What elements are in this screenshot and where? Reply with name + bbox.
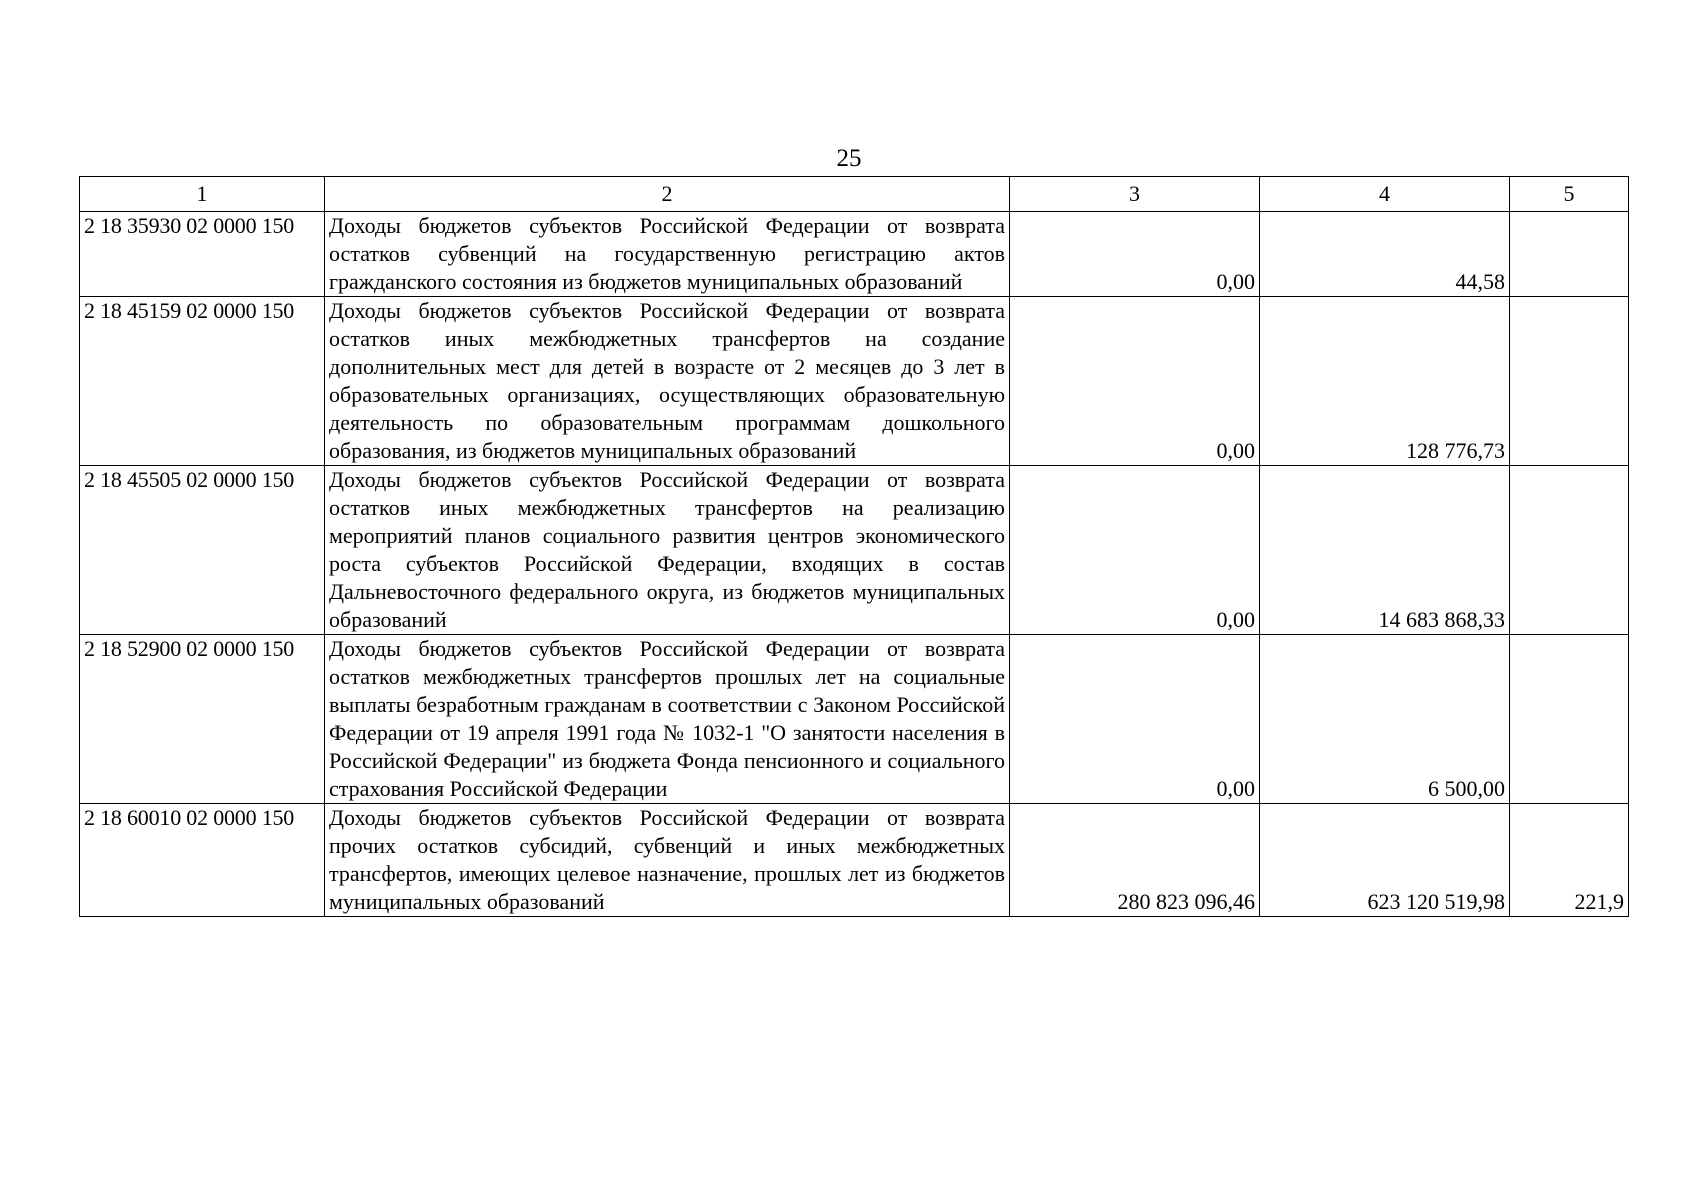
row-code: 2 18 45159 02 0000 150: [80, 297, 325, 466]
header-col-1: 1: [80, 177, 325, 212]
row-value-col4: 14 683 868,33: [1260, 466, 1510, 635]
row-value-col5: [1510, 466, 1629, 635]
row-description: Доходы бюджетов субъектов Российской Федерации от возврата остатков субвенций на государственную регистрацию актов гражданского состояния из бюджетов муниципальных образований: [325, 212, 1010, 297]
row-code: 2 18 52900 02 0000 150: [80, 635, 325, 804]
header-col-2: 2: [325, 177, 1010, 212]
row-code: 2 18 45505 02 0000 150: [80, 466, 325, 635]
table-row: [80, 635, 1629, 804]
row-description: Доходы бюджетов субъектов Российской Федерации от возврата прочих остатков субсидий, субвенций и иных межбюджетных трансфертов, имеющих целевое назначение, прошлых лет из бюджетов муниципальных образований: [325, 804, 1010, 917]
table-row: [80, 297, 1629, 466]
row-value-col5: [1510, 635, 1629, 804]
row-value-col4: 44,58: [1260, 212, 1510, 297]
table-row: [80, 212, 1629, 297]
row-value-col4: 623 120 519,98: [1260, 804, 1510, 917]
budget-table: [79, 176, 1629, 917]
row-value-col5: 221,9: [1510, 804, 1629, 917]
row-value-col4: 6 500,00: [1260, 635, 1510, 804]
row-code: 2 18 35930 02 0000 150: [80, 212, 325, 297]
row-value-col3: 0,00: [1010, 297, 1260, 466]
page-number: 25: [836, 145, 862, 172]
row-value-col3: 0,00: [1010, 466, 1260, 635]
row-description: Доходы бюджетов субъектов Российской Федерации от возврата остатков межбюджетных трансфертов прошлых лет на социальные выплаты безработным гражданам в соответствии с Законом Российской Федерации от 19 апреля 1991 года № 1032-1 "О занятости населения в Российской Федерации" из бюджета Фонда пенсионного и социального страхования Российской Федерации: [325, 635, 1010, 804]
header-col-3: 3: [1010, 177, 1260, 212]
header-col-4: 4: [1260, 177, 1510, 212]
row-value-col3: 280 823 096,46: [1010, 804, 1260, 917]
row-description: Доходы бюджетов субъектов Российской Федерации от возврата остатков иных межбюджетных трансфертов на создание дополнительных мест для детей в возрасте от 2 месяцев до 3 лет в образовательных организациях, осуществляющих образовательную деятельность по образовательным программам дошкольного образования, из бюджетов муниципальных образований: [325, 297, 1010, 466]
row-value-col3: 0,00: [1010, 635, 1260, 804]
row-description: Доходы бюджетов субъектов Российской Федерации от возврата остатков иных межбюджетных трансфертов на реализацию мероприятий планов социального развития центров экономического роста субъектов Российской Федерации, входящих в состав Дальневосточного федерального округа, из бюджетов муниципальных образований: [325, 466, 1010, 635]
row-value-col5: [1510, 212, 1629, 297]
header-col-5: 5: [1510, 177, 1629, 212]
row-value-col4: 128 776,73: [1260, 297, 1510, 466]
row-value-col5: [1510, 297, 1629, 466]
header-row: [80, 177, 1629, 212]
row-value-col3: 0,00: [1010, 212, 1260, 297]
table-row: [80, 466, 1629, 635]
table-row: [80, 804, 1629, 917]
row-code: 2 18 60010 02 0000 150: [80, 804, 325, 917]
